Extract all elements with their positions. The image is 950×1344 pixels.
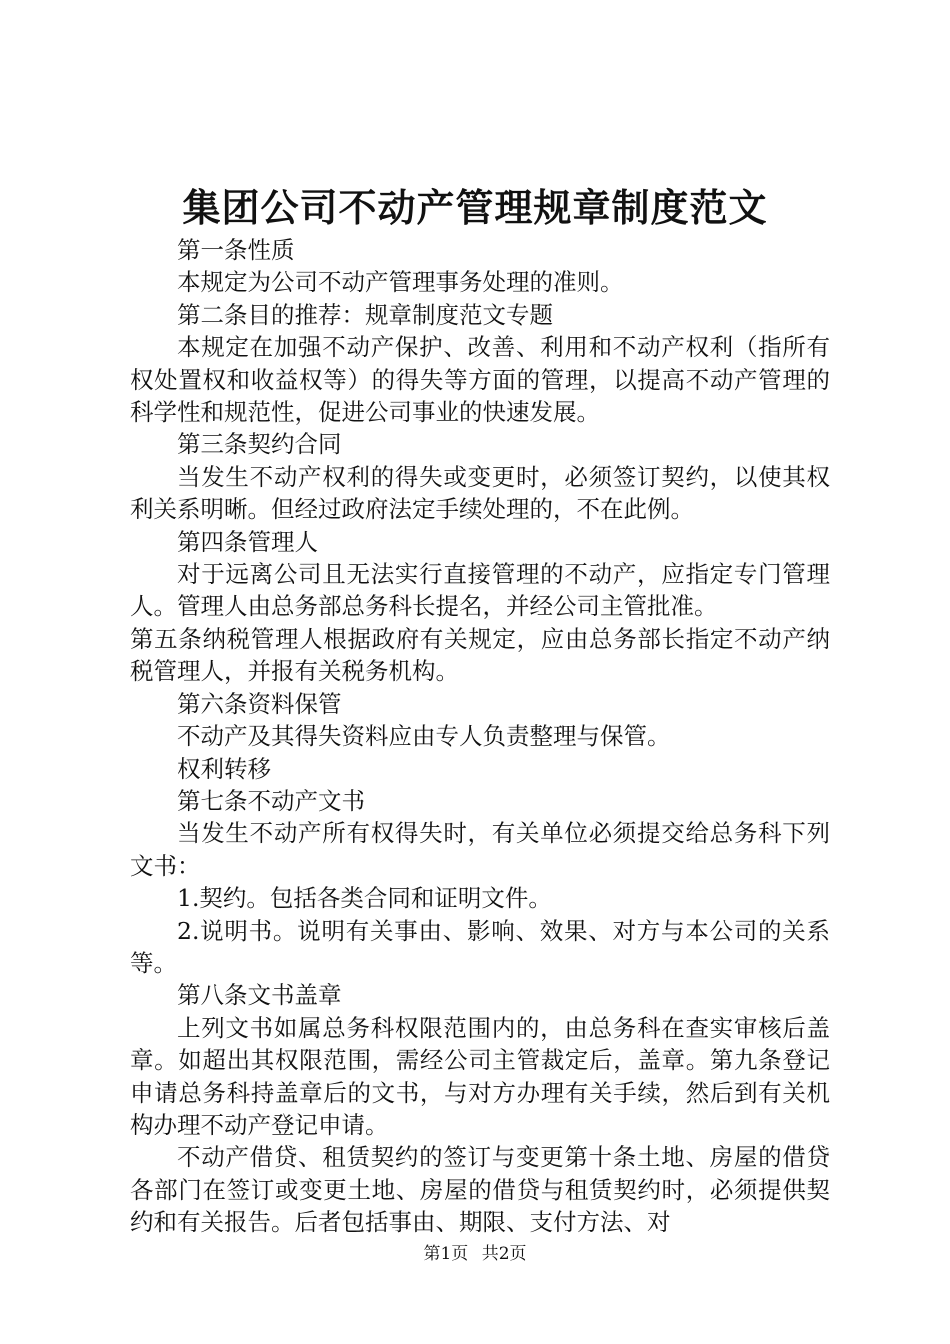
paragraph: 对于远离公司且无法实行直接管理的不动产，应指定专门管理人。管理人由总务部总务科长提名，并经公司主管批准。 xyxy=(130,560,830,621)
paragraph: 第四条管理人 xyxy=(177,527,318,556)
page-total: 共2页 xyxy=(481,1244,527,1264)
paragraph: 权利转移 xyxy=(177,754,271,783)
paragraph: 不动产借贷、租赁契约的签订与变更第十条土地、房屋的借贷各部门在签订或变更土地、房屋的借贷与租赁契约时，必须提供契约和有关报告。后者包括事由、期限、支付方法、对 xyxy=(130,1143,830,1237)
paragraph: 第七条不动产文书 xyxy=(177,786,365,815)
paragraph: 第三条契约合同 xyxy=(177,430,342,459)
paragraph: 第二条目的推荐：规章制度范文专题 xyxy=(177,300,553,329)
page-footer xyxy=(0,1242,950,1266)
paragraph: 上列文书如属总务科权限范围内的，由总务科在查实审核后盖章。如超出其权限范围，需经公司主管裁定后，盖章。第九条登记申请总务科持盖章后的文书，与对方办理有关手续，然后到有关机构办理不动产登记申请。 xyxy=(130,1013,830,1139)
paragraph: 第五条纳税管理人根据政府有关规定，应由总务部长指定不动产纳税管理人，并报有关税务机构。 xyxy=(130,624,830,686)
page-number: 第1页 xyxy=(423,1244,469,1264)
paragraph: 本规定为公司不动产管理事务处理的准则。 xyxy=(177,268,624,297)
paragraph: 第一条性质 xyxy=(177,236,295,264)
paragraph: 第六条资料保管 xyxy=(177,689,342,718)
paragraph: 2.说明书。说明有关事由、影响、效果、对方与本公司的关系等。 xyxy=(130,916,830,977)
document-body xyxy=(130,234,830,1239)
paragraph: 本规定在加强不动产保护、改善、利用和不动产权利（指所有权处置权和收益权等）的得失等方面的管理，以提高不动产管理的科学性和规范性，促进公司事业的快速发展。 xyxy=(130,333,830,427)
paragraph: 当发生不动产所有权得失时，有关单位必须提交给总务科下列文书： xyxy=(130,819,830,880)
document-title: 集团公司不动产管理规章制度范文 xyxy=(182,185,768,230)
paragraph: 第八条文书盖章 xyxy=(177,981,342,1010)
paragraph: 1.契约。包括各类合同和证明文件。 xyxy=(177,884,552,913)
paragraph: 当发生不动产权利的得失或变更时，必须签订契约，以使其权利关系明晰。但经过政府法定手续处理的，不在此例。 xyxy=(130,462,830,524)
paragraph: 不动产及其得失资料应由专人负责整理与保管。 xyxy=(177,722,671,751)
